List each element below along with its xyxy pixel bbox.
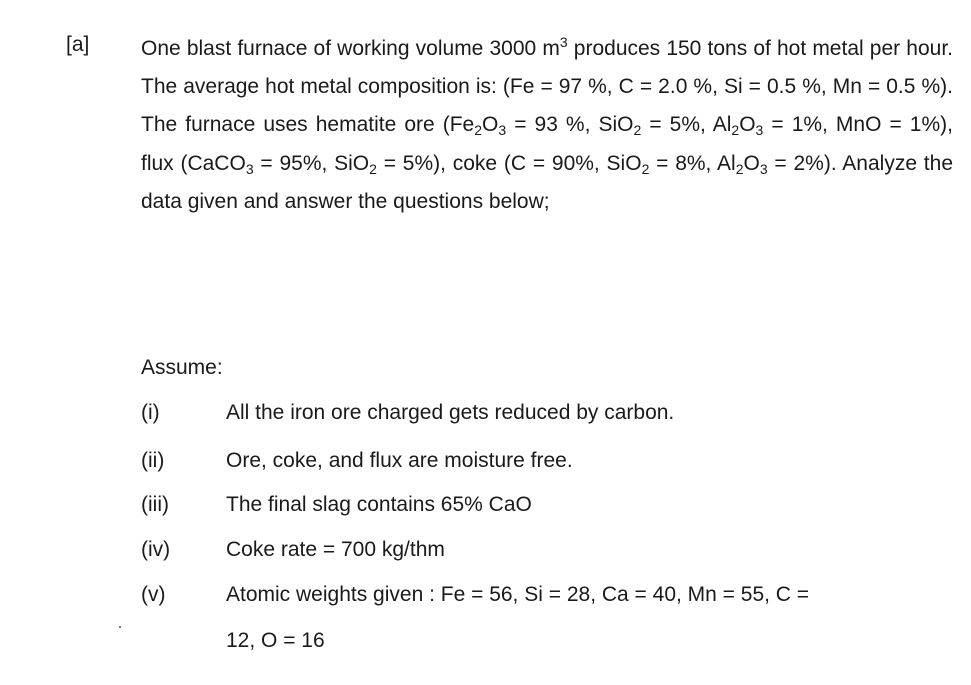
assumption-text: Coke rate = 700 kg/thm	[226, 538, 445, 561]
paragraph-text: = 8%, Al	[649, 151, 736, 175]
assumption-number: (ii)	[141, 449, 165, 472]
paragraph-text: = 5%, Al	[641, 113, 732, 137]
question-label: [a]	[66, 33, 90, 56]
subscript: 2	[369, 160, 377, 177]
assume-heading: Assume:	[141, 356, 223, 379]
stray-mark	[119, 626, 121, 628]
question-paragraph	[141, 30, 953, 221]
assumption-number: (iii)	[141, 493, 169, 516]
assumption-number: (iv)	[141, 538, 171, 561]
paragraph-text: = 1%, MnO = 1%), flux (CaCO	[141, 113, 953, 175]
paragraph-text: One blast furnace of working volume 3000 m	[141, 37, 560, 60]
assumption-text: The final slag contains 65% CaO	[226, 493, 532, 516]
paragraph-text: = 2%). Analyze the data given and answer the questions below;	[141, 151, 953, 213]
paragraph-text: O	[739, 113, 756, 137]
subscript: 2	[641, 160, 650, 177]
subscript: 3	[245, 160, 254, 177]
assumption-number: (v)	[141, 583, 166, 606]
paragraph-text: = 93 %, SiO	[506, 113, 634, 137]
subscript: 3	[755, 122, 764, 139]
assumption-text: Atomic weights given : Fe = 56, Si = 28, Ca = 40, Mn = 55, C =	[226, 583, 810, 606]
paragraph-text: = 5%), coke (C = 90%, SiO	[376, 151, 642, 175]
superscript: 3	[559, 34, 568, 50]
subscript: 2	[735, 160, 744, 177]
subscript: 3	[759, 160, 768, 177]
subscript: 2	[731, 122, 740, 139]
paragraph-text: O	[743, 151, 760, 175]
subscript: 3	[498, 122, 507, 139]
paragraph-text: produces 150 tons of hot metal per hour. The average hot metal composition is: (Fe = 97 %, C = 2.0 %, Si = 0.5 %, Mn = 0.5 %). The furnace uses hematite ore (Fe	[141, 37, 954, 137]
assumption-number: (i)	[141, 401, 160, 424]
subscript: 2	[474, 122, 483, 139]
assumption-text: 12, O = 16	[226, 629, 325, 652]
assumption-text: Ore, coke, and flux are moisture free.	[226, 449, 573, 472]
paragraph-text: O	[482, 113, 499, 137]
assumption-text: All the iron ore charged gets reduced by carbon.	[226, 401, 675, 424]
subscript: 2	[633, 122, 642, 139]
paragraph-text: = 95%, SiO	[253, 151, 370, 175]
